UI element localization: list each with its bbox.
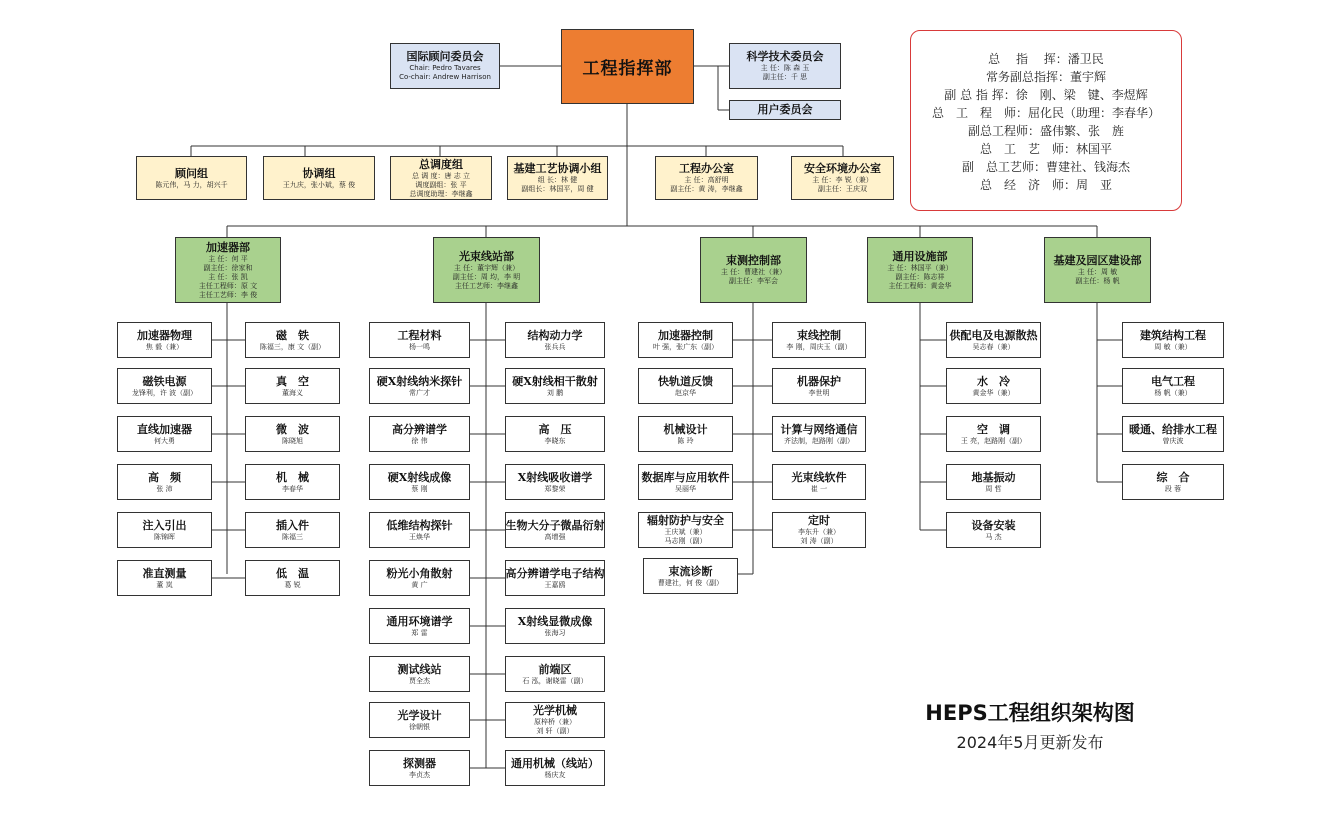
user-committee bbox=[729, 100, 841, 120]
unit-title: 光学设计 bbox=[397, 708, 442, 722]
unit-box bbox=[245, 368, 340, 404]
unit-title: 直线加速器 bbox=[137, 422, 192, 436]
unit-lead: 吴志春（兼） bbox=[972, 342, 1015, 351]
unit-title: 加速器物理 bbox=[137, 328, 192, 342]
unit-lead: 徐朝银 bbox=[409, 722, 430, 731]
unit-box bbox=[638, 416, 733, 452]
unit-lead: 段 蓉 bbox=[1164, 484, 1182, 493]
dept-member: 主任工程师：黄金华 bbox=[888, 281, 952, 290]
unit-title: 高分辨谱学电子结构 bbox=[505, 566, 605, 580]
unit-box bbox=[505, 464, 605, 500]
dept-title: 通用设施部 bbox=[892, 249, 948, 263]
unit-lead: 葛 锐 bbox=[284, 580, 301, 589]
leader-line: 总 指 挥：潘卫民 bbox=[988, 52, 1104, 66]
unit-title: 光束线软件 bbox=[791, 470, 847, 484]
leader-line: 副总工程师：盛伟繁、张 旌 bbox=[967, 124, 1124, 138]
unit-box bbox=[369, 416, 470, 452]
unit-title: 工程材料 bbox=[397, 328, 442, 342]
unit-box bbox=[946, 322, 1041, 358]
unit-title: 低维结构探针 bbox=[386, 518, 453, 532]
unit-title: 辐射防护与安全 bbox=[647, 514, 724, 527]
unit-lead: 郑 雷 bbox=[411, 628, 428, 637]
unit-lead: 杨庆友 bbox=[544, 770, 566, 779]
unit-box bbox=[772, 464, 866, 500]
unit-box bbox=[1122, 368, 1224, 404]
dept-infrastructure bbox=[1044, 237, 1151, 303]
unit-box bbox=[505, 608, 605, 644]
unit-title: 暖通、给排水工程 bbox=[1129, 422, 1217, 436]
unit-lead: 崔 一 bbox=[810, 484, 828, 493]
unit-title: 结构动力学 bbox=[527, 328, 583, 342]
unit-title: 磁铁电源 bbox=[142, 374, 187, 388]
unit-box bbox=[505, 750, 605, 786]
group-title: 总调度组 bbox=[419, 157, 463, 171]
unit-lead: 董海义 bbox=[282, 388, 303, 397]
group-engineering-office bbox=[655, 156, 758, 200]
unit-title: 微 波 bbox=[276, 422, 309, 436]
unit-lead: 周 哲 bbox=[985, 484, 1002, 493]
unit-box bbox=[772, 322, 866, 358]
unit-title: 通用机械（线站） bbox=[511, 756, 599, 770]
group-members: 王九庆，张小斌，蔡 俊 bbox=[282, 180, 356, 189]
unit-box bbox=[369, 368, 470, 404]
unit-lead: 吴丽华 bbox=[675, 484, 696, 493]
unit-title: 粉光小角散射 bbox=[386, 566, 453, 580]
group-title: 工程办公室 bbox=[679, 162, 734, 175]
dept-member: 副主任：陈志祥 bbox=[895, 272, 945, 281]
dept-beam-control bbox=[700, 237, 807, 303]
unit-lead: 张海习 bbox=[544, 628, 566, 637]
unit-lead: 马 杰 bbox=[985, 532, 1002, 541]
dept-member: 主 任：何 平 bbox=[208, 254, 248, 263]
unit-box bbox=[638, 322, 733, 358]
unit-lead: 刘 轩（副） bbox=[536, 727, 574, 735]
unit-title: 定时 bbox=[808, 514, 830, 527]
unit-lead: 曾庆波 bbox=[1162, 436, 1184, 445]
dept-member: 主 任：林国平（兼） bbox=[887, 263, 953, 272]
unit-box bbox=[505, 368, 605, 404]
unit-lead: 张 沛 bbox=[156, 484, 173, 493]
group-members: 主 任：高舒明 bbox=[684, 176, 729, 184]
unit-lead: 黄 广 bbox=[411, 580, 428, 589]
unit-title: X射线吸收谱学 bbox=[517, 470, 593, 484]
unit-title: 光学机械 bbox=[533, 704, 577, 717]
dept-member: 副主任：周 均，李 明 bbox=[452, 272, 521, 281]
headquarters bbox=[561, 29, 694, 104]
unit-title: 地基振动 bbox=[971, 470, 1016, 484]
dept-member: 主 任：张 凯 bbox=[208, 272, 248, 281]
unit-title: 束线控制 bbox=[797, 328, 841, 342]
dept-member: 主 任：周 敏 bbox=[1077, 268, 1118, 276]
group-safety-office bbox=[791, 156, 894, 200]
group-members: 总调度助理：李继鑫 bbox=[409, 189, 473, 198]
sci-committee-title: 科学技术委员会 bbox=[746, 50, 824, 63]
unit-title: 高 压 bbox=[538, 422, 572, 436]
unit-lead: 赵京华 bbox=[675, 388, 696, 397]
unit-box bbox=[1122, 322, 1224, 358]
unit-lead: 常广才 bbox=[409, 388, 430, 397]
chart-title: HEPS工程组织架构图 bbox=[925, 701, 1135, 725]
unit-lead: 陈福三，康 文（副） bbox=[259, 342, 326, 351]
unit-box bbox=[369, 656, 470, 692]
dept-beamline bbox=[433, 237, 540, 303]
unit-title: 机 械 bbox=[276, 470, 309, 484]
leadership-panel bbox=[910, 30, 1182, 211]
unit-title: 插入件 bbox=[276, 518, 309, 532]
unit-box bbox=[369, 512, 470, 548]
group-members: 调度副组：张 平 bbox=[415, 180, 467, 189]
dept-member: 主任工艺师：李继鑫 bbox=[455, 281, 518, 290]
unit-lead: 龙锋利，许 波（副） bbox=[131, 388, 198, 397]
dept-title: 光束线站部 bbox=[459, 249, 514, 263]
unit-title: 前端区 bbox=[538, 662, 572, 676]
unit-lead: 焦 毅（兼） bbox=[145, 342, 184, 351]
unit-lead: 陈锦晖 bbox=[154, 532, 175, 541]
unit-box bbox=[117, 368, 212, 404]
unit-box bbox=[643, 558, 738, 594]
unit-box bbox=[505, 656, 605, 692]
unit-box bbox=[505, 512, 605, 548]
unit-lead: 徐 伟 bbox=[411, 436, 428, 445]
unit-box bbox=[946, 512, 1041, 548]
dept-member: 副主任：徐家和 bbox=[203, 263, 253, 272]
unit-box bbox=[369, 560, 470, 596]
unit-lead: 张兵兵 bbox=[544, 342, 566, 351]
unit-title: 高分辨谱学 bbox=[392, 422, 447, 436]
intl-committee-title: 国际顾问委员会 bbox=[406, 50, 484, 63]
unit-lead: 叶 强，张广东（副） bbox=[652, 342, 719, 351]
leader-line: 常务副总指挥：董宇辉 bbox=[985, 70, 1106, 84]
dept-member: 副主任：杨 帆 bbox=[1075, 277, 1120, 285]
unit-lead: 贾全杰 bbox=[409, 676, 430, 685]
group-members: 总 调 度：唐 志 立 bbox=[412, 171, 470, 180]
leader-line: 副 总 指 挥：徐 刚、梁 键、李煜辉 bbox=[944, 88, 1148, 102]
group-construction-coordination bbox=[507, 156, 608, 200]
leader-line: 副 总工艺师：曹建社、钱海杰 bbox=[961, 160, 1130, 174]
unit-title: 束流诊断 bbox=[668, 564, 713, 578]
unit-title: 硬X射线相干散射 bbox=[512, 374, 598, 388]
unit-box bbox=[772, 368, 866, 404]
unit-title: 建筑结构工程 bbox=[1140, 328, 1206, 342]
unit-box bbox=[117, 560, 212, 596]
unit-box bbox=[245, 512, 340, 548]
unit-title: 综 合 bbox=[1156, 470, 1190, 484]
unit-lead: 黄金华（兼） bbox=[972, 388, 1015, 397]
group-members: 陈元伟，马 力，胡兴千 bbox=[155, 180, 228, 189]
unit-lead: 李东升（兼） bbox=[798, 528, 840, 536]
unit-lead: 李春华 bbox=[282, 484, 303, 493]
unit-lead: 马志刚（副） bbox=[664, 537, 707, 545]
sci-tech-committee bbox=[729, 43, 841, 89]
group-members: 主 任：李 锐（兼） bbox=[812, 176, 873, 184]
unit-lead: 杨 帆（兼） bbox=[1154, 388, 1192, 397]
unit-lead: 刘 鹏 bbox=[546, 388, 564, 397]
sci-committee-director: 主 任：陈 森 玉 bbox=[760, 64, 810, 72]
sci-committee-deputy: 副主任：千 思 bbox=[762, 73, 808, 81]
unit-title: 水 冷 bbox=[977, 374, 1010, 388]
unit-title: 数据库与应用软件 bbox=[641, 470, 730, 484]
unit-box bbox=[505, 322, 605, 358]
group-title: 顾问组 bbox=[175, 166, 208, 180]
unit-lead: 高增强 bbox=[544, 532, 566, 541]
dept-member: 主任工艺师：李 俊 bbox=[198, 290, 258, 299]
unit-lead: 王焕华 bbox=[409, 532, 430, 541]
group-dispatch bbox=[390, 156, 492, 200]
unit-box bbox=[245, 416, 340, 452]
unit-lead: 杨一鸣 bbox=[409, 342, 430, 351]
dept-member: 主 任：曹建社（兼） bbox=[720, 268, 787, 276]
unit-box bbox=[638, 512, 733, 548]
group-title: 协调组 bbox=[302, 166, 336, 180]
group-coordination bbox=[263, 156, 375, 200]
unit-title: 电气工程 bbox=[1151, 374, 1195, 388]
unit-lead: 王嘉鸥 bbox=[544, 580, 566, 589]
unit-box bbox=[369, 464, 470, 500]
intl-committee-cochair: Co-chair: Andrew Harrison bbox=[399, 73, 491, 81]
unit-box bbox=[369, 322, 470, 358]
unit-box bbox=[505, 560, 605, 596]
unit-box bbox=[1122, 464, 1224, 500]
unit-box bbox=[117, 416, 212, 452]
dept-member: 主任工程师：原 文 bbox=[198, 281, 258, 290]
group-advisory bbox=[136, 156, 247, 200]
unit-title: X射线显微成像 bbox=[517, 614, 593, 628]
unit-box bbox=[946, 368, 1041, 404]
unit-title: 快轨道反馈 bbox=[658, 374, 713, 388]
unit-box bbox=[946, 416, 1041, 452]
dept-general-facilities bbox=[867, 237, 973, 303]
unit-box bbox=[369, 608, 470, 644]
unit-box bbox=[245, 322, 340, 358]
unit-lead: 王庆斌（兼） bbox=[664, 528, 707, 536]
unit-lead: 齐法制，赵路刚（副） bbox=[784, 436, 854, 445]
unit-box bbox=[505, 416, 605, 452]
unit-box bbox=[245, 464, 340, 500]
dept-title: 基建及园区建设部 bbox=[1053, 254, 1142, 267]
unit-title: 机械设计 bbox=[663, 422, 708, 436]
unit-title: 机器保护 bbox=[797, 374, 841, 388]
unit-lead: 陈晓旭 bbox=[282, 436, 303, 445]
dept-member: 主 任：董宇辉（兼） bbox=[453, 263, 520, 272]
unit-title: 真 空 bbox=[276, 374, 309, 388]
unit-title: 探测器 bbox=[403, 756, 436, 770]
unit-box bbox=[117, 464, 212, 500]
unit-lead: 王 亮，赵路刚（副） bbox=[960, 436, 1027, 445]
chart-subtitle: 2024年5月更新发布 bbox=[956, 733, 1104, 752]
group-members: 副主任：黄 涛，李继鑫 bbox=[670, 185, 743, 193]
unit-title: 低 温 bbox=[276, 566, 309, 580]
unit-lead: 何大勇 bbox=[154, 436, 175, 445]
leader-line: 总 经 济 师：周 亚 bbox=[979, 178, 1112, 192]
unit-title: 硬X射线纳米探针 bbox=[376, 374, 463, 388]
dept-title: 加速器部 bbox=[206, 240, 250, 254]
user-committee-title: 用户委员会 bbox=[757, 103, 813, 116]
unit-title: 高 频 bbox=[148, 470, 181, 484]
unit-lead: 郑黎荣 bbox=[544, 484, 566, 493]
headquarters-title: 工程指挥部 bbox=[582, 59, 673, 79]
leader-line: 总 工 艺 师：林国平 bbox=[979, 142, 1112, 156]
unit-lead: 石 泓，谢晓雷（副） bbox=[522, 676, 588, 685]
unit-lead: 董 岚 bbox=[156, 580, 173, 589]
unit-title: 通用环境谱学 bbox=[386, 614, 453, 628]
unit-box bbox=[772, 512, 866, 548]
unit-lead: 李晓东 bbox=[544, 436, 566, 445]
unit-lead: 周 敏（兼） bbox=[1154, 342, 1192, 351]
unit-box bbox=[505, 702, 605, 738]
unit-box bbox=[245, 560, 340, 596]
unit-box bbox=[772, 416, 866, 452]
leader-line: 总 工 程 师：屈化民（助理：李春华） bbox=[931, 106, 1160, 120]
unit-title: 磁 铁 bbox=[276, 328, 309, 342]
group-members: 组 长：林 健 bbox=[537, 176, 578, 184]
dept-title: 束测控制部 bbox=[726, 254, 781, 267]
unit-title: 设备安装 bbox=[971, 518, 1016, 532]
unit-lead: 李贞杰 bbox=[409, 770, 430, 779]
unit-box bbox=[369, 750, 470, 786]
unit-title: 生物大分子微晶衍射 bbox=[505, 518, 605, 532]
unit-title: 测试线站 bbox=[397, 662, 442, 676]
unit-lead: 曹建社，何 俊（副） bbox=[657, 578, 724, 587]
dept-accelerator bbox=[175, 237, 281, 303]
group-title: 基建工艺协调小组 bbox=[513, 162, 602, 175]
unit-title: 加速器控制 bbox=[658, 328, 713, 342]
unit-lead: 陈 玲 bbox=[677, 436, 694, 445]
unit-box bbox=[946, 464, 1041, 500]
unit-lead: 李世明 bbox=[808, 388, 830, 397]
unit-lead: 原梓桥（兼） bbox=[534, 718, 576, 726]
unit-title: 硬X射线成像 bbox=[387, 470, 452, 484]
unit-lead: 刘 涛（副） bbox=[800, 537, 838, 545]
unit-box bbox=[638, 464, 733, 500]
unit-box bbox=[369, 702, 470, 738]
group-members: 副主任：王庆双 bbox=[818, 185, 867, 193]
unit-title: 供配电及电源散热 bbox=[949, 328, 1038, 342]
unit-box bbox=[1122, 416, 1224, 452]
unit-lead: 蔡 刚 bbox=[411, 484, 428, 493]
unit-box bbox=[117, 512, 212, 548]
intl-committee-chair: Chair: Pedro Tavares bbox=[409, 64, 481, 72]
group-members: 副组长：林国平，周 健 bbox=[521, 185, 594, 193]
group-title: 安全环境办公室 bbox=[804, 162, 881, 175]
unit-box bbox=[117, 322, 212, 358]
unit-lead: 李 刚，周庆玉（副） bbox=[786, 342, 852, 351]
unit-title: 准直测量 bbox=[142, 566, 187, 580]
unit-lead: 陈福三 bbox=[282, 532, 303, 541]
unit-box bbox=[638, 368, 733, 404]
unit-title: 空 调 bbox=[977, 422, 1010, 436]
intl-advisory-committee bbox=[390, 43, 500, 89]
unit-title: 计算与网络通信 bbox=[780, 422, 858, 436]
dept-member: 副主任：李军会 bbox=[729, 277, 778, 285]
unit-title: 注入引出 bbox=[142, 518, 187, 532]
